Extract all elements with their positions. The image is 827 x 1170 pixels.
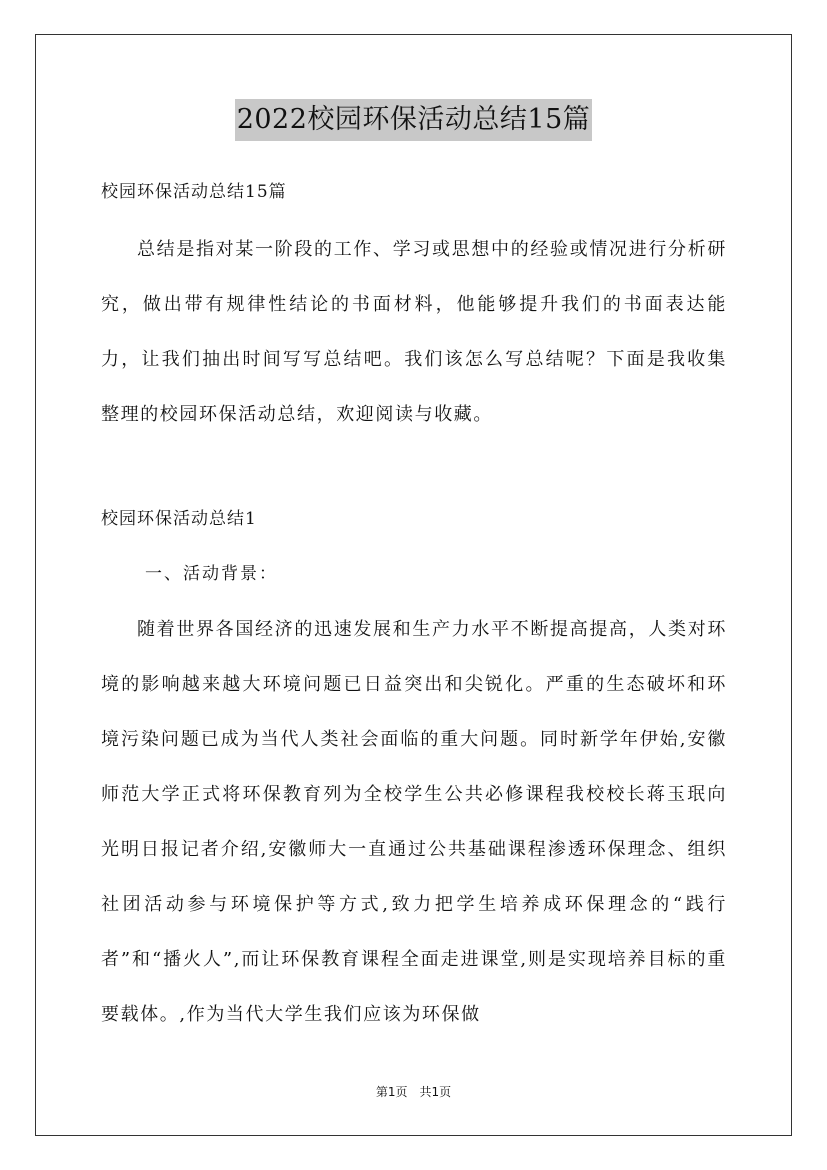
- section-heading: 一、活动背景：: [145, 564, 278, 584]
- intro-paragraph: 总结是指对某一阶段的工作、学习或思想中的经验或情况进行分析研究，做出带有规律性结论的书面材料，他能够提升我们的书面表达能力，让我们抽出时间写写总结吧。我们该怎么写总结呢？下面是我收集整理的校园环保活动总结，欢迎阅读与收藏。: [101, 239, 727, 425]
- body-paragraph: 随着世界各国经济的迅速发展和生产力水平不断提高提高，人类对环境的影响越来越大环境问题已日益突出和尖锐化。严重的生态破坏和环境污染问题已成为当代人类社会面临的重大问题。同时新学年伊始,安徽师范大学正式将环保教育列为全校学生公共必修课程我校校长蒋玉珉向光明日报记者介绍,安徽师大一直通过公共基础课程渗透环保理念、组织社团活动参与环境保护等方式,致力把学生培养成环保理念的“践行者”和“播火人”,而让环保教育课程全面走进课堂,则是实现培养目标的重要载体。,作为当代大学生我们应该为环保做: [101, 619, 727, 1025]
- title-container: [0, 99, 827, 141]
- section-title: 校园环保活动总结1: [101, 509, 257, 529]
- document-title: 2022校园环保活动总结15篇: [235, 99, 593, 141]
- document-subtitle: 校园环保活动总结15篇: [101, 182, 287, 202]
- page-footer: 第1页 共1页: [375, 1085, 452, 1099]
